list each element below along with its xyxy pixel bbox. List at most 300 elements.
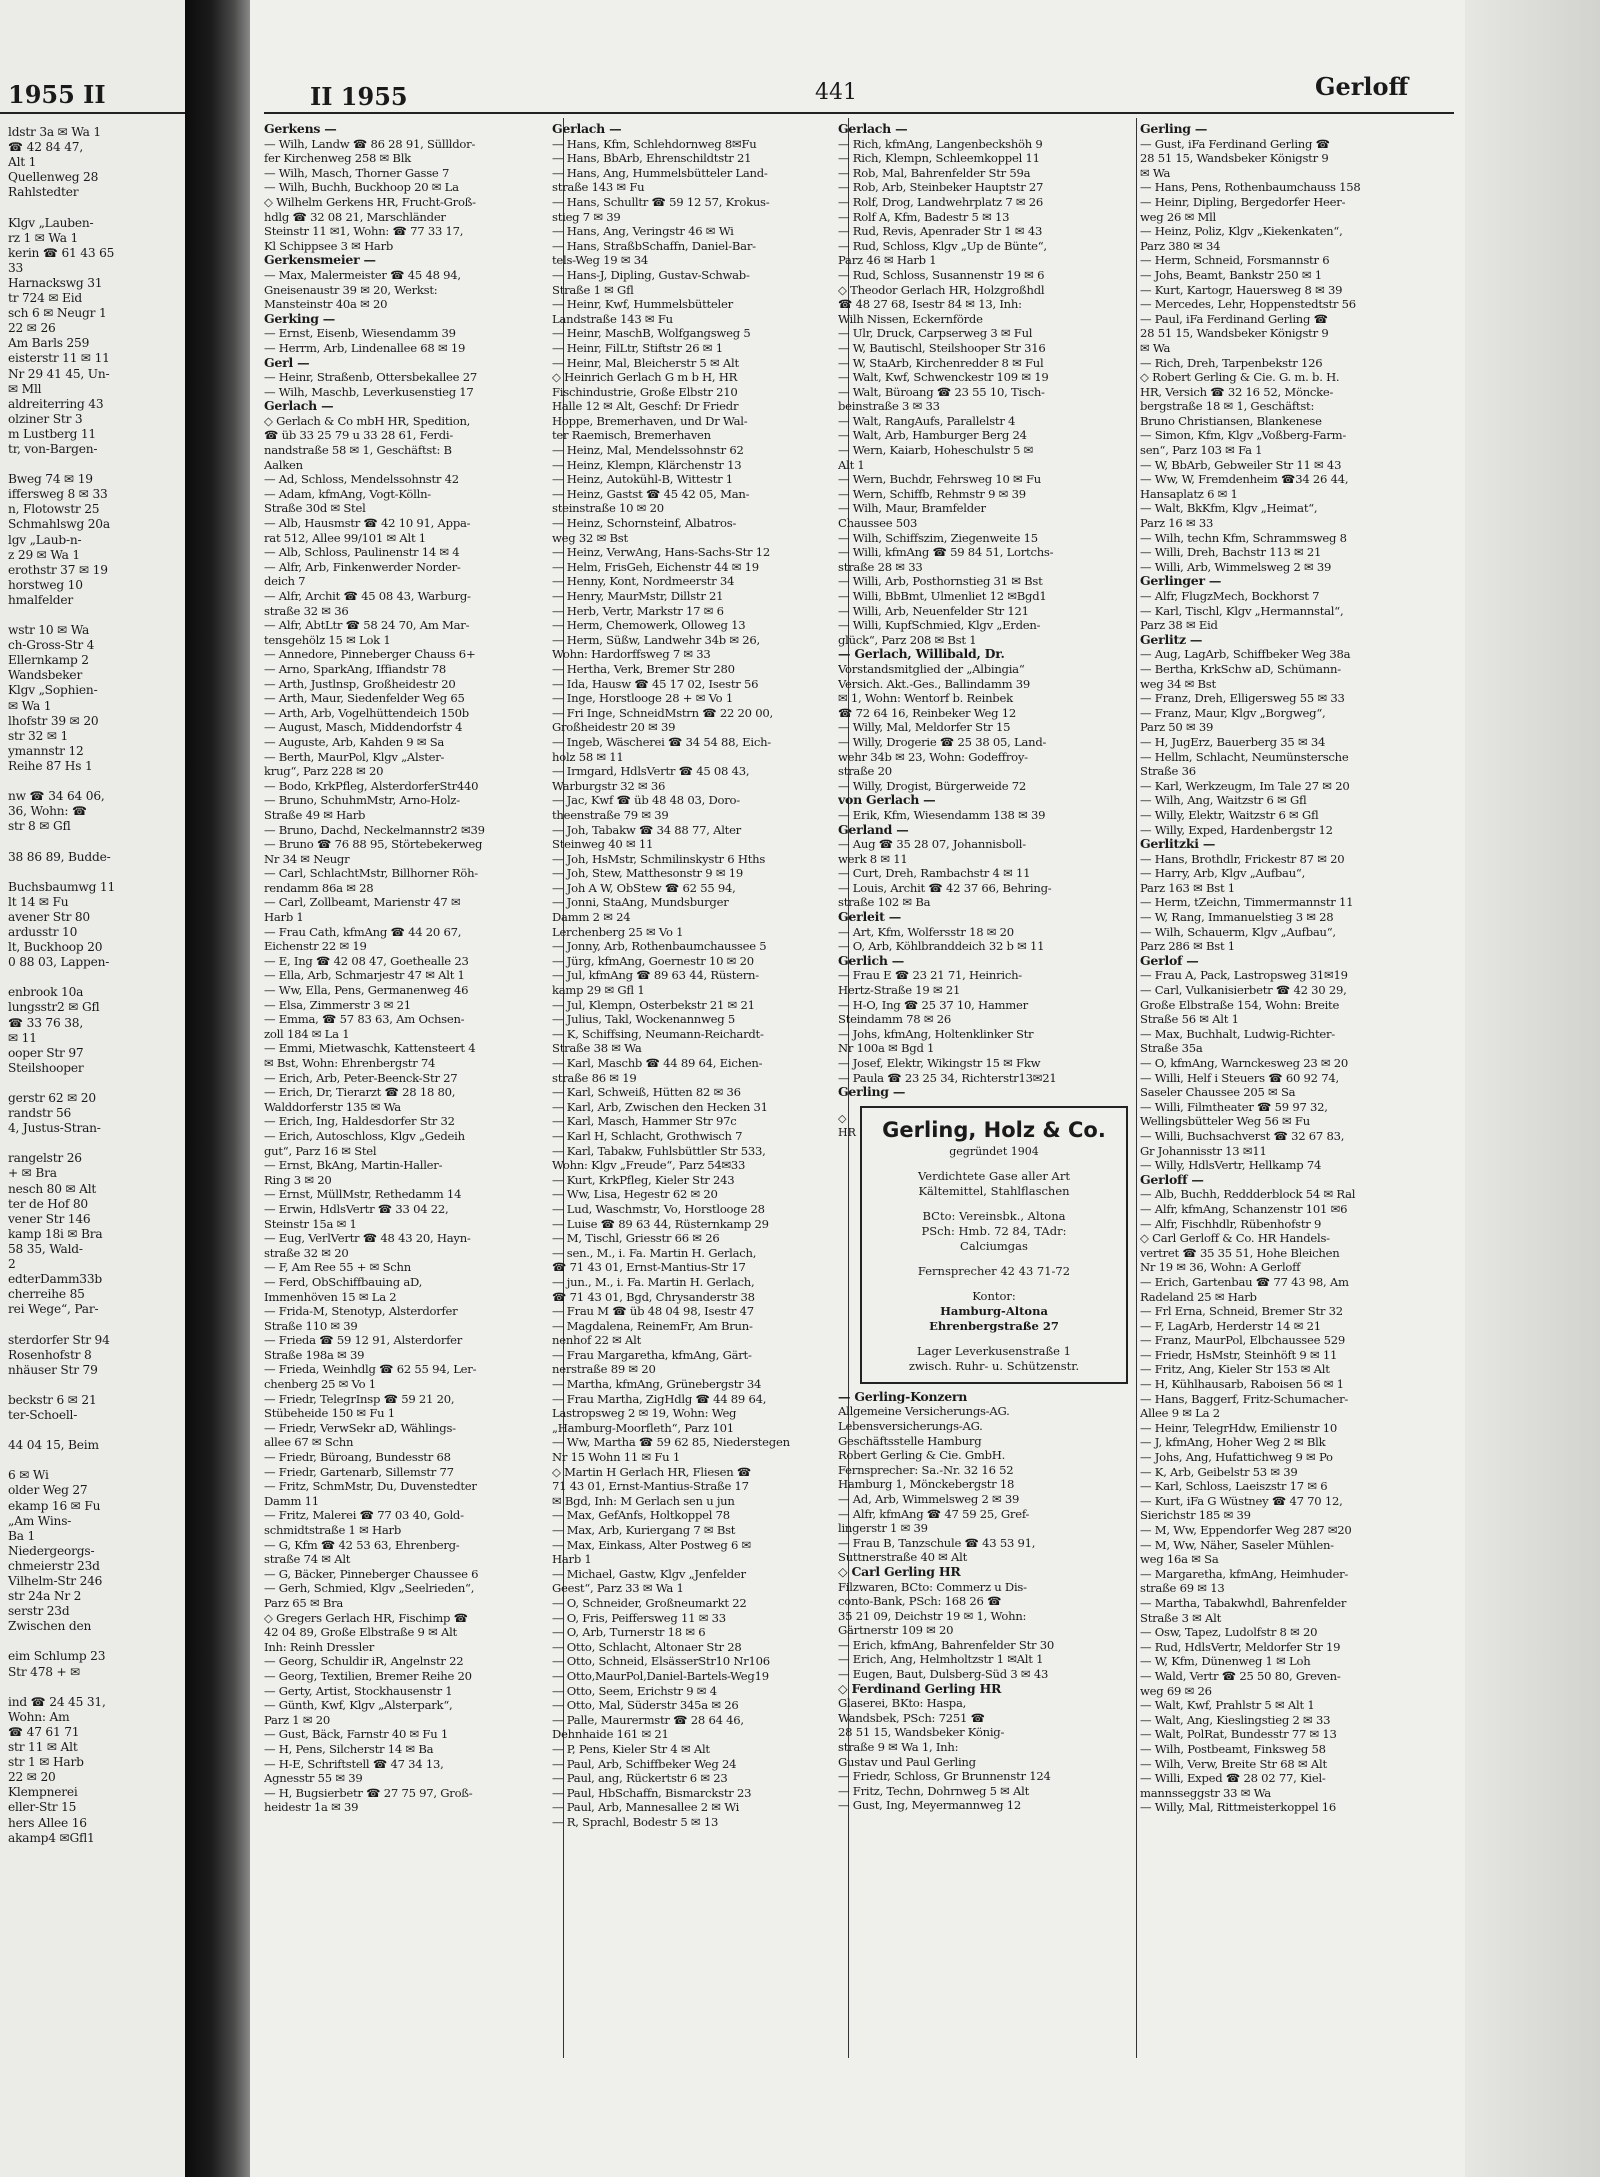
directory-entry-line: gut“, Parz 16 ✉ Stel xyxy=(264,1143,377,1158)
ad-line: Kältemittel, Stahlflaschen xyxy=(918,1183,1070,1198)
directory-entry-line: z 29 ✉ Wa 1 xyxy=(8,547,80,562)
directory-entry-line: Parz 65 ✉ Bra xyxy=(264,1595,344,1610)
directory-entry-line: Lastropsweg 2 ✉ 19, Wohn: Weg xyxy=(552,1406,737,1421)
directory-entry-line: — Osw, Tapez, Ludolfstr 8 ✉ 20 xyxy=(1140,1625,1318,1640)
directory-entry-line: — Irmgard, HdlsVertr ☎ 45 08 43, xyxy=(552,764,750,779)
directory-entry-line: — Alb, Schloss, Paulinenstr 14 ✉ 4 xyxy=(264,545,460,560)
directory-entry-line: rat 512, Allee 99/101 ✉ Alt 1 xyxy=(264,530,426,545)
directory-entry-line: — Gust, Bäck, Farnstr 40 ✉ Fu 1 xyxy=(264,1727,448,1742)
directory-entry-line: Ring 3 ✉ 20 xyxy=(264,1172,332,1187)
directory-entry-line: — Walt, Ang, Kieslingstieg 2 ✉ 33 xyxy=(1140,1712,1331,1727)
directory-entry-line: — Inge, Horstlooge 28 + ✉ Vo 1 xyxy=(552,691,733,706)
directory-entry-line: Gerlitzki — xyxy=(1140,837,1216,852)
directory-entry-line: — Frau Margaretha, kfmAng, Gärt- xyxy=(552,1347,752,1362)
directory-entry-line: — F, LagArb, Herderstr 14 ✉ 21 xyxy=(1140,1318,1321,1333)
directory-entry-line: — Friedr, Büroang, Bundesstr 68 xyxy=(264,1450,451,1465)
directory-entry-line: — Hans, Schulltr ☎ 59 12 57, Krokus- xyxy=(552,194,770,209)
directory-entry-line: — M, Ww, Eppendorfer Weg 287 ✉20 xyxy=(1140,1523,1352,1537)
directory-entry-line: — Fritz, Malerei ☎ 77 03 40, Gold- xyxy=(264,1508,464,1523)
directory-entry-line: ✉ 11 xyxy=(8,1030,37,1045)
directory-entry-line: m Lustberg 11 xyxy=(8,426,96,441)
directory-entry-line: ldstr 3a ✉ Wa 1 xyxy=(8,125,101,139)
directory-entry-line: — Curt, Dreh, Rambachstr 4 ✉ 11 xyxy=(838,866,1031,881)
directory-entry-line: — Walt, RangAufs, Parallelstr 4 xyxy=(838,413,1016,428)
directory-entry-line: — Frieda ☎ 59 12 91, Alsterdorfer xyxy=(264,1333,463,1348)
directory-entry-line: — Gerty, Artist, Stockhausenstr 1 xyxy=(264,1683,453,1698)
directory-entry-line: — H-E, Schriftstell ☎ 47 34 13, xyxy=(264,1756,444,1771)
directory-entry-line: — Erich, Ang, Helmholtzstr 1 ✉Alt 1 xyxy=(838,1652,1044,1667)
directory-entry-line: nandstraße 58 ✉ 1, Geschäftst: B xyxy=(264,443,452,458)
directory-entry-line: — O, Fris, Peiffersweg 11 ✉ 33 xyxy=(552,1610,726,1625)
directory-entry-line: — Paula ☎ 23 25 34, Richterstr13✉21 xyxy=(838,1070,1057,1085)
directory-entry-line: Nr 29 41 45, Un- xyxy=(8,366,110,381)
directory-entry-line: Gerlitz — xyxy=(1140,632,1203,647)
directory-entry-line: — Wilh, Postbeamt, Finksweg 58 xyxy=(1140,1741,1326,1756)
directory-entry-line: — Wilh, Schiffszim, Ziegenweite 15 xyxy=(838,530,1038,545)
directory-entry-line: beckstr 6 ✉ 21 xyxy=(8,1392,97,1407)
directory-entry-line: ◇ Robert Gerling & Cie. G. m. b. H. xyxy=(1140,370,1340,385)
directory-entry-line: 4, Justus-Stran- xyxy=(8,1121,101,1136)
directory-entry-line: — Hans, Baggerf, Fritz-Schumacher- xyxy=(1140,1391,1349,1406)
directory-entry-line: — Julius, Takl, Wockenannweg 5 xyxy=(552,1012,736,1027)
directory-entry-line: — Heinr, MaschB, Wolfgangsweg 5 xyxy=(552,326,751,341)
directory-entry-line: weg 69 ✉ 26 xyxy=(1140,1683,1212,1698)
directory-entry-line: rz 1 ✉ Wa 1 xyxy=(8,230,78,245)
directory-entry-line: krug“, Parz 228 ✉ 20 xyxy=(264,764,384,779)
directory-entry-line: Lebensversicherungs-AG. xyxy=(838,1418,983,1433)
directory-entry-line: — Wern, Kaiarb, Hoheschulstr 5 ✉ xyxy=(838,443,1034,458)
directory-entry-line: — Karl, Schweiß, Hütten 82 ✉ 36 xyxy=(552,1085,741,1100)
directory-entry-line xyxy=(8,1136,185,1151)
ad-line: Verdichtete Gase aller Art xyxy=(918,1168,1070,1183)
ad-line: Calciumgas xyxy=(960,1238,1028,1253)
directory-entry-line: heidestr 1a ✉ 39 xyxy=(264,1800,359,1815)
page-number: 441 xyxy=(815,80,857,105)
directory-entry-line: lt, Buckhoop 20 xyxy=(8,940,103,955)
directory-entry-line: theenstraße 79 ✉ 39 xyxy=(552,807,669,822)
directory-entry-line: — Ernst, Eisenb, Wiesendamm 39 xyxy=(264,326,456,341)
directory-entry-line: akamp4 ✉Gfl1 xyxy=(8,1830,95,1845)
directory-entry-line: ardusstr 10 xyxy=(8,924,78,939)
directory-entry-line: — Ad, Arb, Wimmelsweg 2 ✉ 39 xyxy=(838,1491,1020,1506)
directory-entry-line: — Adam, kfmAng, Vogt-Kölln- xyxy=(264,486,431,501)
directory-entry-line: gerstr 62 ✉ 20 xyxy=(8,1091,96,1105)
directory-entry-line: — Kurt, iFa G Wüstney ☎ 47 70 12, xyxy=(1140,1493,1343,1508)
directory-entry-line: — jun., M., i. Fa. Martin H. Gerlach, xyxy=(552,1274,755,1289)
directory-entry-line: ◇ Gregers Gerlach HR, Fischimp ☎ xyxy=(264,1610,468,1625)
directory-entry-line: — Martha, Tabakwhdl, Bahrenfelder xyxy=(1140,1595,1347,1610)
directory-entry-line: ◇ Carl Gerloff & Co. HR Handels- xyxy=(1140,1231,1330,1246)
directory-entry-line: glück“, Parz 208 ✉ Bst 1 xyxy=(838,632,977,647)
directory-entry-line: — Johs, Ang, Hufattichweg 9 ✉ Po xyxy=(1140,1450,1333,1465)
directory-entry-line: — Gust, iFa Ferdinand Gerling ☎ xyxy=(1140,136,1330,151)
directory-entry-line: str 32 ✉ 1 xyxy=(8,728,69,743)
directory-entry-line: Gerlach — xyxy=(264,399,334,414)
directory-entry-line: straße 28 ✉ 33 xyxy=(838,559,923,574)
ad-marker xyxy=(838,1112,856,1140)
page-year-header: II 1955 xyxy=(310,82,408,111)
directory-entry-line: Wellingsbütteler Weg 56 ✉ Fu xyxy=(1140,1114,1310,1129)
directory-entry-line: fer Kirchenweg 258 ✉ Blk xyxy=(264,151,411,166)
directory-entry-line: tels-Weg 19 ✉ 34 xyxy=(552,253,648,268)
directory-entry-line: — Karl, Tischl, Klgv „Hermannstal“, xyxy=(1140,603,1344,618)
ad-marker-hr: HR xyxy=(838,1125,856,1139)
directory-entry-line: Straße 49 ✉ Harb xyxy=(264,807,366,822)
directory-entry-line: Hertz-Straße 19 ✉ 21 xyxy=(838,983,961,998)
directory-entry-line: stieg 7 ✉ 39 xyxy=(552,209,621,224)
directory-entry-line: Parz 163 ✉ Bst 1 xyxy=(1140,880,1235,895)
directory-entry-line: — Ernst, BkAng, Martin-Haller- xyxy=(264,1158,443,1173)
directory-entry-line: — H, JugErz, Bauerberg 35 ✉ 34 xyxy=(1140,734,1326,749)
directory-entry-line: tr, von-Bargen- xyxy=(8,441,98,456)
directory-entry-line: Gärtnerstr 109 ✉ 20 xyxy=(838,1623,954,1638)
directory-entry-line: — Frida-M, Stenotyp, Alsterdorfer xyxy=(264,1304,458,1319)
directory-entry-line: — Hans, BbArb, Ehrenschildtstr 21 xyxy=(552,151,752,166)
directory-entry-line: serstr 23d xyxy=(8,1604,70,1619)
directory-entry-line: Vilhelm-Str 246 xyxy=(8,1574,103,1588)
directory-entry-line: Klgv „Sophien- xyxy=(8,683,98,698)
directory-entry-line: Gerlich — xyxy=(838,953,905,968)
directory-entry-line: lhofstr 39 ✉ 20 xyxy=(8,713,99,728)
directory-entry-line: — K, Schiffsing, Neumann-Reichardt- xyxy=(552,1026,764,1041)
directory-entry-line: — Willy, Exped, Hardenbergstr 12 xyxy=(1140,822,1333,837)
directory-entry-line: — Willi, Exped ☎ 28 02 77, Kiel- xyxy=(1140,1771,1326,1786)
directory-entry-line: Harnackswg 31 xyxy=(8,275,103,290)
directory-entry-line: ✉ Wa xyxy=(1140,165,1171,180)
directory-entry-line: — Heinz, VerwAng, Hans-Sachs-Str 12 xyxy=(552,545,771,560)
directory-entry-line: — Paul, HbSchaffn, Bismarckstr 23 xyxy=(552,1785,752,1800)
directory-entry-line: Parz 46 ✉ Harb 1 xyxy=(838,253,937,268)
directory-entry-line: Vorstandsmitglied der „Albingia“ xyxy=(838,661,1025,676)
directory-entry-line: — Rolf, Drog, Landwehrplatz 7 ✉ 26 xyxy=(838,194,1044,209)
directory-entry-line: — Max, Malermeister ☎ 45 48 94, xyxy=(264,267,461,282)
directory-entry-line: 42 04 89, Große Elbstraße 9 ✉ Alt xyxy=(264,1625,457,1640)
directory-entry-line: — Max, Buchhalt, Ludwig-Richter- xyxy=(1140,1026,1335,1041)
directory-entry-line: — Rud, Schloss, Susannenstr 19 ✉ 6 xyxy=(838,267,1045,282)
directory-entry-line: — Alfr, kfmAng, Schanzenstr 101 ✉6 xyxy=(1140,1201,1348,1216)
directory-entry-line: — M, Ww, Näher, Saseler Mühlen- xyxy=(1140,1537,1334,1552)
directory-entry-line: aldreiterring 43 xyxy=(8,396,104,411)
directory-entry-line: ter-Schoell- xyxy=(8,1407,78,1422)
directory-entry-line: — Wilh, Schauerm, Klgv „Aufbau“, xyxy=(1140,924,1336,939)
directory-entry-line: Lerchenberg 25 ✉ Vo 1 xyxy=(552,924,684,939)
directory-entry-line: Gerling — xyxy=(1140,122,1208,136)
directory-entry-line: Walddorferstr 135 ✉ Wa xyxy=(264,1099,401,1114)
directory-entry-line: — Ernst, MüllMstr, Rethedamm 14 xyxy=(264,1187,462,1202)
directory-entry-line: Filzwaren, BCto: Commerz u Dis- xyxy=(838,1579,1027,1594)
directory-entry-line: — W, BbArb, Gebweiler Str 11 ✉ 43 xyxy=(1140,457,1342,472)
ad-marker-diamond: ◇ xyxy=(838,1111,847,1125)
directory-entry-line: wehr 34b ✉ 23, Wohn: Godeffroy- xyxy=(838,749,1028,764)
directory-entry-line: — Walt, PolRat, Bundesstr 77 ✉ 13 xyxy=(1140,1727,1337,1742)
directory-entry-line: deich 7 xyxy=(264,574,306,589)
page-margin xyxy=(1465,0,1600,2177)
directory-entry-line: — Karl, Arb, Zwischen den Hecken 31 xyxy=(552,1099,768,1114)
left-page-header: 1955 II xyxy=(8,80,106,109)
directory-entry-line: — Michael, Gastw, Klgv „Jenfelder xyxy=(552,1566,746,1581)
directory-entry-line: — E, Ing ☎ 42 08 47, Goethealle 23 xyxy=(264,953,469,968)
directory-entry-line: — Eug, VerlVertr ☎ 48 43 20, Hayn- xyxy=(264,1231,471,1246)
directory-entry-line: Bweg 74 ✉ 19 xyxy=(8,472,93,487)
directory-entry-line: — Josef, Elektr, Wikingstr 15 ✉ Fkw xyxy=(838,1056,1041,1070)
directory-entry-line: — Paul, Arb, Mannesallee 2 ✉ Wi xyxy=(552,1800,740,1815)
directory-entry-line: Gerkens — xyxy=(264,122,337,136)
directory-entry-line: — Margaretha, kfmAng, Heimhuder- xyxy=(1140,1566,1349,1581)
directory-entry-line: Bruno Christiansen, Blankenese xyxy=(1140,413,1322,428)
directory-entry-line: — Otto, Schlacht, Altonaer Str 28 xyxy=(552,1639,742,1654)
directory-entry-line: — O, Arb, Köhlbranddeich 32 b ✉ 11 xyxy=(838,939,1045,954)
directory-entry-line: weg 16a ✉ Sa xyxy=(1140,1552,1219,1567)
directory-entry-line xyxy=(8,970,185,985)
directory-entry-line: — Heinz, Gastst ☎ 45 42 05, Man- xyxy=(552,486,750,501)
directory-entry-line: — Joh, Stew, Matthesonstr 9 ✉ 19 xyxy=(552,866,744,881)
directory-entry-line: Fischindustrie, Große Elbstr 210 xyxy=(552,384,738,399)
directory-entry-line: Dehnhaide 161 ✉ 21 xyxy=(552,1727,669,1742)
directory-entry-line: Kl Schippsee 3 ✉ Harb xyxy=(264,238,394,253)
directory-entry-line: — K, Arb, Geibelstr 53 ✉ 39 xyxy=(1140,1464,1298,1479)
directory-entry-line: ooper Str 97 xyxy=(8,1045,84,1060)
directory-entry-line: — Wern, Schiffb, Rehmstr 9 ✉ 39 xyxy=(838,486,1026,501)
directory-entry-line: — F, Am Ree 55 + ✉ Schn xyxy=(264,1260,411,1275)
directory-entry-line: Suttnerstraße 40 ✉ Alt xyxy=(838,1550,968,1565)
directory-entry-line: — Annedore, Pinneberger Chauss 6+ xyxy=(264,647,476,662)
directory-entry-line: — Willy, Mal, Meldorfer Str 15 xyxy=(838,720,1011,735)
directory-entry-line: — sen., M., i. Fa. Martin H. Gerlach, xyxy=(552,1245,757,1260)
directory-entry-line: Großheidestr 20 ✉ 39 xyxy=(552,720,676,735)
directory-entry-line: weg 34 ✉ Bst xyxy=(1140,676,1216,691)
directory-entry-line: lt 14 ✉ Fu xyxy=(8,894,69,909)
directory-entry-line: — Erik, Kfm, Wiesendamm 138 ✉ 39 xyxy=(838,807,1046,822)
directory-entry-line: von Gerlach — xyxy=(838,793,936,808)
directory-entry-line: — Carl, Vulkanisierbetr ☎ 42 30 29, xyxy=(1140,983,1347,998)
directory-entry-line: Quellenweg 28 xyxy=(8,170,99,185)
directory-entry-line: — Georg, Textilien, Bremer Reihe 20 xyxy=(264,1668,472,1683)
directory-entry-line: — Willi, Arb, Wimmelsweg 2 ✉ 39 xyxy=(1140,559,1332,574)
directory-entry-line: — R, Sprachl, Bodestr 5 ✉ 13 xyxy=(552,1814,719,1829)
directory-entry-line xyxy=(8,608,185,623)
directory-entry-line: Harb 1 xyxy=(264,910,304,925)
directory-entry-line: — Walt, Arb, Hamburger Berg 24 xyxy=(838,428,1027,443)
ad-line: BCto: Vereinsbk., Altona xyxy=(922,1208,1066,1223)
directory-entry-line: Harb 1 xyxy=(552,1552,592,1567)
directory-entry-line: — Eugen, Baut, Dulsberg-Süd 3 ✉ 43 xyxy=(838,1667,1049,1682)
directory-entry-line: Inh: Reinh Dressler xyxy=(264,1639,374,1654)
directory-entry-line: — W, StaArb, Kirchenredder 8 ✉ Ful xyxy=(838,355,1044,370)
directory-entry-line: — Willi, KupfSchmied, Klgv „Erden- xyxy=(838,618,1041,633)
directory-entry-line: — Heinz, Schornsteinf, Albatros- xyxy=(552,516,737,531)
directory-entry-line: — Walt, BkKfm, Klgv „Heimat“, xyxy=(1140,501,1318,516)
directory-entry-line: straße 32 ✉ 20 xyxy=(264,1245,349,1260)
directory-entry-line xyxy=(8,1423,185,1438)
ad-firm-name: Gerling, Holz & Co. xyxy=(882,1117,1106,1142)
directory-entry-line: — Mercedes, Lehr, Hoppenstedtstr 56 xyxy=(1140,297,1356,312)
directory-entry-line: — Friedr, Schloss, Gr Brunnenstr 124 xyxy=(838,1769,1051,1784)
directory-entry-line: Mansteinstr 40a ✉ 20 xyxy=(264,297,388,312)
directory-entry-line: Aalken xyxy=(264,457,303,472)
directory-entry-line: — Rob, Arb, Steinbeker Hauptstr 27 xyxy=(838,180,1044,195)
directory-entry-line: nenhof 22 ✉ Alt xyxy=(552,1333,642,1348)
directory-entry-line: ter de Hof 80 xyxy=(8,1196,88,1211)
directory-entry-line xyxy=(8,1317,185,1332)
directory-entry-line: — Bodo, KrkPfleg, AlsterdorferStr440 xyxy=(264,778,479,793)
directory-entry-line xyxy=(8,1076,185,1091)
directory-entry-line: Am Barls 259 xyxy=(8,336,90,351)
directory-entry-line: — Ww, Martha ☎ 59 62 85, Niederstegen xyxy=(552,1435,790,1450)
directory-entry-line: — Rud, Revis, Apenrader Str 1 ✉ 43 xyxy=(838,224,1043,239)
directory-entry-line: hmalfelder xyxy=(8,592,74,607)
directory-entry-line: — Friedr, TelegrInsp ☎ 59 21 20, xyxy=(264,1391,455,1406)
directory-entry-line: — Willi, kfmAng ☎ 59 84 51, Lortchs- xyxy=(838,545,1054,560)
directory-entry-line: — Rud, Schloss, Klgv „Up de Bünte“, xyxy=(838,238,1047,253)
directory-entry-line: — Emma, ☎ 57 83 63, Am Ochsen- xyxy=(264,1012,465,1027)
directory-entry-line: weg 32 ✉ Bst xyxy=(552,530,628,545)
directory-entry-line: ◇ Wilhelm Gerkens HR, Frucht-Groß- xyxy=(264,194,476,209)
directory-entry-line: 44 04 15, Beim xyxy=(8,1438,99,1453)
directory-entry-line: ☎ 72 64 16, Reinbeker Weg 12 xyxy=(838,705,1016,720)
directory-entry-line: — Willy, Mal, Rittmeisterkoppel 16 xyxy=(1140,1800,1337,1815)
directory-entry-line: — Erich, Autoschloss, Klgv „Gedeih xyxy=(264,1128,465,1143)
directory-entry-line: — Aug ☎ 35 28 07, Johannisboll- xyxy=(838,837,1026,852)
directory-entry-line: Allgemeine Versicherungs-AG. xyxy=(838,1404,1010,1419)
directory-entry-line: straße 102 ✉ Ba xyxy=(838,895,931,910)
directory-entry-line: — Berth, MaurPol, Klgv „Alster- xyxy=(264,749,445,764)
directory-entry-line: — Wald, Vertr ☎ 25 50 80, Greven- xyxy=(1140,1668,1341,1683)
directory-entry-line: Radeland 25 ✉ Harb xyxy=(1140,1289,1257,1304)
directory-entry-line: — Alfr, Arb, Finkenwerder Norder- xyxy=(264,559,461,574)
directory-entry-line: eim Schlump 23 xyxy=(8,1649,106,1664)
directory-entry-line: — H, Pens, Silcherstr 14 ✉ Ba xyxy=(264,1741,434,1756)
directory-entry-line: — Ad, Schloss, Mendelssohnstr 42 xyxy=(264,472,459,487)
directory-entry-line: Gerkensmeier — xyxy=(264,253,376,268)
directory-entry-line: cherreihe 85 xyxy=(8,1287,85,1302)
directory-entry-line xyxy=(8,1378,185,1393)
directory-entry-line: Wohn: Klgv „Freude“, Parz 54✉33 xyxy=(552,1158,746,1173)
directory-entry-line: str 24a Nr 2 xyxy=(8,1589,82,1604)
directory-entry-line: Gerl — xyxy=(264,355,310,370)
directory-entry-line: — Bertha, KrkSchw aD, Schümann- xyxy=(1140,661,1341,676)
directory-entry-line: n, Flotowstr 25 xyxy=(8,502,100,517)
directory-entry-line: 28 51 15, Wandsbeker Königstr 9 xyxy=(1140,151,1329,166)
directory-entry-line: Gerloff — xyxy=(1140,1172,1204,1187)
directory-entry-line: — Johs, Beamt, Bankstr 250 ✉ 1 xyxy=(1140,267,1322,282)
directory-entry-line: Gerland — xyxy=(838,822,909,837)
directory-entry-line: — Friedr, VerwSekr aD, Wählings- xyxy=(264,1420,456,1435)
directory-entry-line: — Karl, Schloss, Laeiszstr 17 ✉ 6 xyxy=(1140,1479,1328,1494)
directory-entry-line xyxy=(8,1634,185,1649)
directory-entry-line: Zwischen den xyxy=(8,1619,92,1634)
directory-entry-line: Geschäftsstelle Hamburg xyxy=(838,1433,982,1448)
directory-entry-line: — Heinz, Autokühl-B, Wittestr 1 xyxy=(552,472,733,487)
directory-entry-line: Warburgstr 32 ✉ 36 xyxy=(552,778,666,793)
directory-entry-line: randstr 56 xyxy=(8,1106,72,1121)
directory-entry-line: Straße 198a ✉ 39 xyxy=(264,1347,365,1362)
directory-entry-line: — Louis, Archit ☎ 42 37 66, Behring- xyxy=(838,880,1052,895)
directory-entry-line: — Erich, Arb, Peter-Beenck-Str 27 xyxy=(264,1070,458,1085)
directory-entry-line: tensgehölz 15 ✉ Lok 1 xyxy=(264,632,391,647)
directory-entry-line: Wandsbek, PSch: 7251 ☎ xyxy=(838,1710,985,1725)
directory-entry-line: — Rich, Dreh, Tarpenbekstr 126 xyxy=(1140,355,1323,370)
directory-entry-line: — Martha, kfmAng, Grünebergstr 34 xyxy=(552,1377,762,1392)
directory-entry-line: allee 67 ✉ Schn xyxy=(264,1435,354,1450)
directory-entry-line: 22 ✉ 26 xyxy=(8,321,56,336)
directory-entry-line: Gerlach — xyxy=(838,122,908,136)
directory-entry-line: — Kurt, Kartogr, Hauersweg 8 ✉ 39 xyxy=(1140,282,1343,297)
directory-entry-line: — Erich, Dr, Tierarzt ☎ 28 18 80, xyxy=(264,1085,456,1100)
directory-entry-line: Steilshooper xyxy=(8,1060,84,1075)
directory-entry-line: Gerleit — xyxy=(838,910,902,925)
directory-entry-line: weg 26 ✉ Mll xyxy=(1140,209,1217,224)
directory-entry-line: — Heinz, Poliz, Klgv „Kiekenkaten“, xyxy=(1140,224,1343,239)
directory-entry-line: — Frl Erna, Schneid, Bremer Str 32 xyxy=(1140,1304,1343,1319)
directory-entry-line: ✉ Mll xyxy=(8,381,42,396)
directory-entry-line: — Frau Martha, ZigHdlg ☎ 44 89 64, xyxy=(552,1391,767,1406)
directory-entry-line: 35 21 09, Deichstr 19 ✉ 1, Wohn: xyxy=(838,1608,1027,1623)
directory-entry-line: Damm 2 ✉ 24 xyxy=(552,910,631,925)
directory-entry-line: Große Elbstraße 154, Wohn: Breite xyxy=(1140,997,1340,1012)
directory-entry-line: eisterstr 11 ✉ 11 xyxy=(8,351,110,366)
directory-entry-line: — Hans, Pens, Rothenbaumchauss 158 xyxy=(1140,180,1361,195)
directory-entry-line: 2 xyxy=(8,1257,16,1272)
directory-entry-line: — Ulr, Druck, Carpserweg 3 ✉ Ful xyxy=(838,326,1033,341)
directory-entry-line: Str 478 + ✉ xyxy=(8,1664,81,1679)
directory-entry-line: Straße 1 ✉ Gfl xyxy=(552,282,634,297)
directory-entry-line: — Hans, Ang, Veringstr 46 ✉ Wi xyxy=(552,224,734,239)
directory-entry-line: Straße 30d ✉ Stel xyxy=(264,501,366,516)
directory-entry-line: — G, Kfm ☎ 42 53 63, Ehrenberg- xyxy=(264,1537,460,1552)
directory-entry-line: Nr 34 ✉ Neugr xyxy=(264,851,350,866)
ad-line: zwisch. Ruhr- u. Schützenstr. xyxy=(908,1358,1080,1373)
directory-entry-line: — Wilh, Buchh, Buckhoop 20 ✉ La xyxy=(264,180,459,195)
directory-entry-line: — Arth, Justlnsp, Großheidestr 20 xyxy=(264,676,456,691)
directory-entry-line: — Wilh, techn Kfm, Schrammsweg 8 xyxy=(1140,530,1347,545)
directory-entry-line: — Paul, iFa Ferdinand Gerling ☎ xyxy=(1140,311,1328,326)
directory-entry-line: — M, Tischl, Griesstr 66 ✉ 26 xyxy=(552,1231,720,1246)
column-3-entries-top xyxy=(838,122,1134,1100)
directory-entry-line: — Ella, Arb, Schmarjestr 47 ✉ Alt 1 xyxy=(264,968,465,983)
directory-entry-line: ◇ Martin H Gerlach HR, Fliesen ☎ xyxy=(552,1464,752,1479)
directory-entry-line: nw ☎ 34 64 06, xyxy=(8,789,105,804)
directory-entry-line xyxy=(8,865,185,880)
left-page-rule xyxy=(0,112,185,114)
directory-entry-line: ✉ Bst, Wohn: Ehrenbergstr 74 xyxy=(264,1056,436,1070)
directory-entry-line: mannsseggstr 33 ✉ Wa xyxy=(1140,1785,1271,1800)
directory-entry-line: Parz 50 ✉ 39 xyxy=(1140,720,1214,735)
directory-entry-line: — Karl, Tabakw, Fuhlsbüttler Str 533, xyxy=(552,1143,766,1158)
directory-entry-line: ☎ 71 43 01, Ernst-Mantius-Str 17 xyxy=(552,1260,746,1275)
directory-entry-line: — Magdalena, ReinemFr, Am Brun- xyxy=(552,1318,753,1333)
directory-entry-line: — O, Arb, Turnerstr 18 ✉ 6 xyxy=(552,1625,706,1640)
directory-entry-line: Versich. Akt.-Ges., Ballindamm 39 xyxy=(838,676,1031,691)
directory-entry-line: — Aug, LagArb, Schiffbeker Weg 38a xyxy=(1140,647,1351,662)
directory-entry-line: — Frau E ☎ 23 21 71, Heinrich- xyxy=(838,968,1022,983)
directory-entry-line: — Johs, kfmAng, Holtenklinker Str xyxy=(838,1026,1034,1041)
directory-entry-line: — H, Kühlhausarb, Raboisen 56 ✉ 1 xyxy=(1140,1377,1344,1392)
directory-entry-line: Gr Johannisstr 13 ✉11 xyxy=(1140,1143,1267,1158)
directory-entry-line: bergstraße 18 ✉ 1, Geschäftst: xyxy=(1140,399,1315,414)
directory-entry-line: — Franz, Maur, Klgv „Borgweg“, xyxy=(1140,705,1326,720)
directory-entry-line: Alt 1 xyxy=(8,155,37,170)
directory-entry-line: ekamp 16 ✉ Fu xyxy=(8,1498,101,1513)
directory-entry-line: 0 88 03, Lappen- xyxy=(8,955,110,970)
directory-entry-line: — Willy, Drogist, Bürgerweide 72 xyxy=(838,778,1026,793)
directory-entry-line: kerin ☎ 61 43 65 xyxy=(8,245,115,260)
directory-entry-line: — Jul, Klempn, Osterbekstr 21 ✉ 21 xyxy=(552,997,755,1012)
directory-entry-line: olziner Str 3 xyxy=(8,411,83,426)
directory-entry-line: Fernsprecher: Sa.-Nr. 32 16 52 xyxy=(838,1462,1014,1477)
directory-entry-line: Hansaplatz 6 ✉ 1 xyxy=(1140,486,1238,501)
advertisement-block xyxy=(838,1106,1134,1384)
directory-entry-line: — Carl, SchlachtMstr, Billhorner Röh- xyxy=(264,866,478,881)
